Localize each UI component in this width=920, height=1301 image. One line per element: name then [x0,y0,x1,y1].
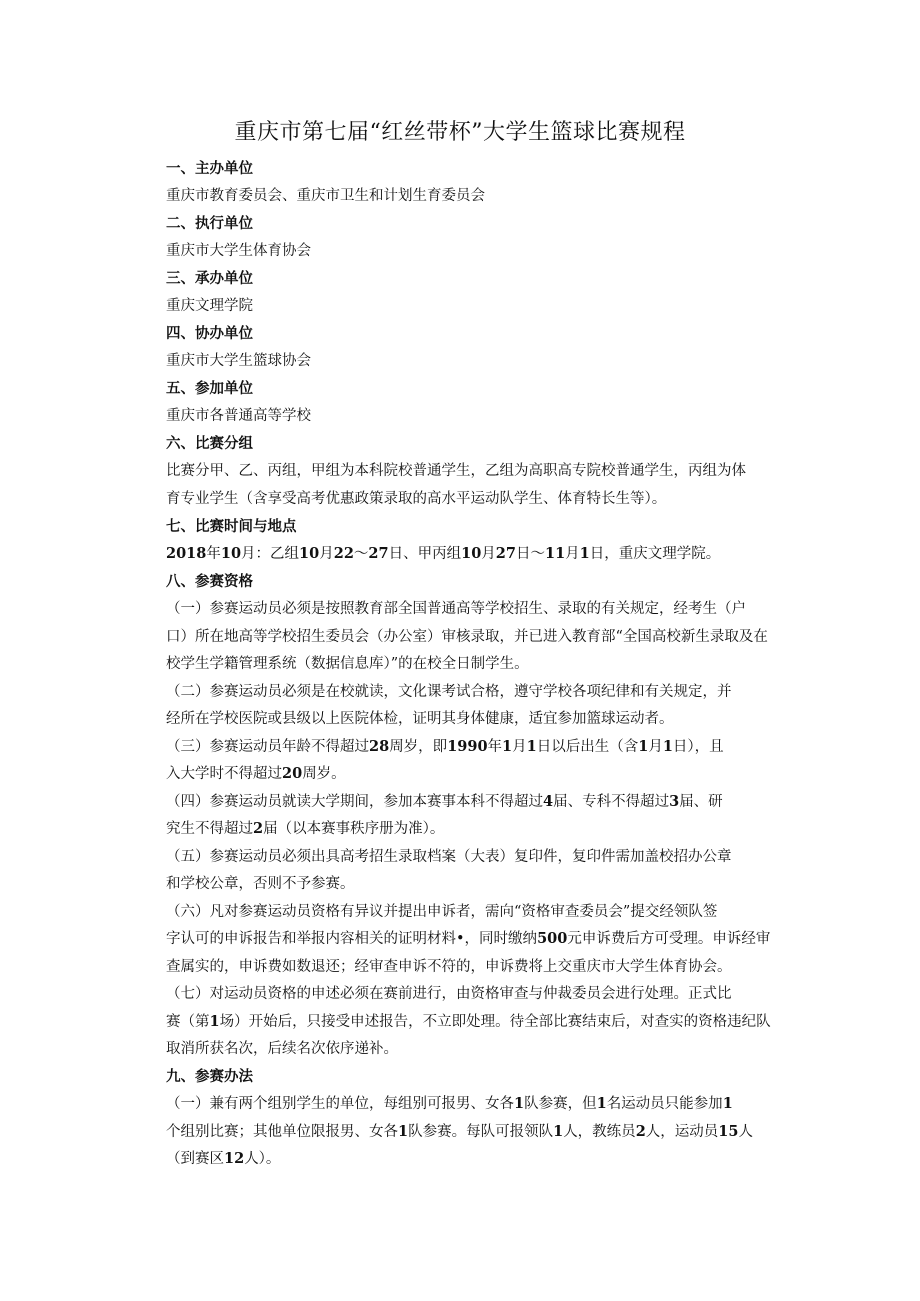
paragraph-line: 重庆市各普通高等学校 [166,408,311,424]
paragraph-line: 口）所在地高等学校招生委员会（办公室）审核录取，并已进入教育部“全国高校新生录取及在 [166,629,768,645]
section-heading: 八、参赛资格 [166,573,253,590]
paragraph-line: （一）兼有两个组别学生的单位，每组别可报男、女各1队参赛，但1名运动员只能参加1 [166,1095,733,1112]
section-heading: 七、比赛时间与地点 [166,518,297,535]
paragraph-line: 重庆市教育委员会、重庆市卫生和计划生育委员会 [166,188,485,204]
section-heading: 二、执行单位 [166,215,253,232]
paragraph-line: 和学校公章，否则不予参赛。 [166,876,355,892]
paragraph-line: （七）对运动员资格的申述必须在赛前进行，由资格审查与仲裁委员会进行处理。正式比 [166,986,732,1002]
paragraph-line: 重庆市大学生体育协会 [166,243,311,259]
paragraph-line: （四）参赛运动员就读大学期间，参加本赛事本科不得超过4届、专科不得超过3届、研 [166,793,723,810]
section-heading: 九、参赛办法 [166,1068,253,1085]
paragraph-line: 赛（第1场）开始后，只接受申述报告，不立即处理。待全部比赛结束后，对查实的资格违纪队 [166,1013,771,1030]
paragraph-line: 究生不得超过2届（以本赛事秩序册为准）。 [166,820,445,837]
paragraph-line: （到赛区12人）。 [166,1150,281,1167]
paragraph-line: 个组别比赛；其他单位限报男、女各1队参赛。每队可报领队1人，教练员2人，运动员15人 [166,1123,753,1140]
paragraph-line: 重庆市大学生篮球协会 [166,353,311,369]
paragraph-line: （二）参赛运动员必须是在校就读，文化课考试合格，遵守学校各项纪律和有关规定，并 [166,684,732,700]
paragraph-line: 重庆文理学院 [166,298,253,314]
page-title: 重庆市第七届“红丝带杯”大学生篮球比赛规程 [234,120,686,145]
section-heading: 四、协办单位 [166,325,253,342]
section-heading: 五、参加单位 [166,380,253,397]
paragraph-line: 育专业学生（含享受高考优惠政策录取的高水平运动队学生、体育特长生等）。 [166,491,667,507]
section-heading: 六、比赛分组 [166,435,253,452]
paragraph-line: 经所在学校医院或县级以上医院体检，证明其身体健康，适宜参加篮球运动者。 [166,711,674,727]
paragraph-line: （一）参赛运动员必须是按照教育部全国普通高等学校招生、录取的有关规定，经考生（户 [166,601,746,617]
paragraph-line: 2018年10月：乙组10月22～27日、甲丙组10月27日～11月1日，重庆文理学院。 [166,545,721,562]
paragraph-line: 字认可的申诉报告和举报内容相关的证明材料•，同时缴纳500元申诉费后方可受理。申诉经审 [166,930,771,947]
section-heading: 一、主办单位 [166,160,253,177]
paragraph-line: 比赛分甲、乙、丙组，甲组为本科院校普通学生，乙组为高职高专院校普通学生，丙组为体 [166,463,746,479]
paragraph-line: 查属实的，申诉费如数退还；经审查申诉不符的，申诉费将上交重庆市大学生体育协会。 [166,959,732,975]
paragraph-line: （六）凡对参赛运动员资格有异议并提出申诉者，需向“资格审查委员会”提交经领队签 [166,904,718,920]
paragraph-line: 校学生学籍管理系统（数据信息库）”的在校全日制学生。 [166,656,529,672]
paragraph-line: 取消所获名次，后续名次依序递补。 [166,1041,398,1057]
paragraph-line: 入大学时不得超过20周岁。 [166,765,346,782]
section-heading: 三、承办单位 [166,270,253,287]
paragraph-line: （三）参赛运动员年龄不得超过28周岁，即1990年1月1日以后出生（含1月1日），且 [166,738,724,755]
paragraph-line: （五）参赛运动员必须出具高考招生录取档案（大表）复印件，复印件需加盖校招办公章 [166,849,732,865]
